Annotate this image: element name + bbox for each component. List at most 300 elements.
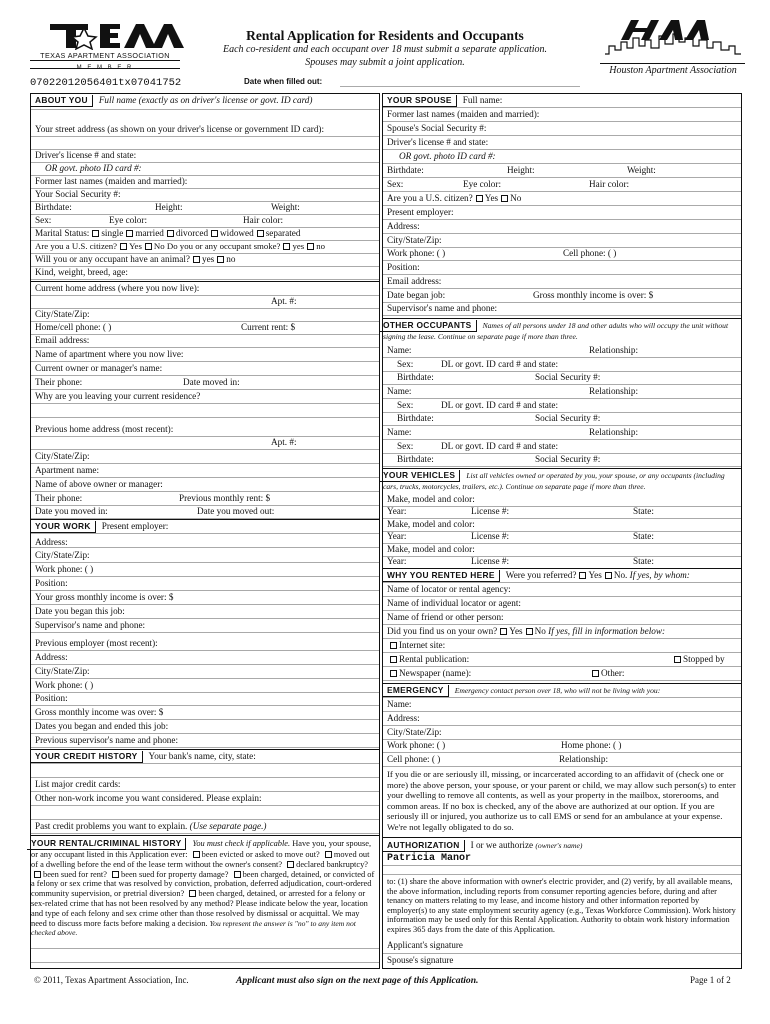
rented-referred-label: Were you referred? bbox=[505, 570, 577, 580]
work-address-row[interactable] bbox=[31, 536, 379, 550]
occupant-ssn-label: Social Security #: bbox=[535, 454, 601, 464]
vehicle-state-label: State: bbox=[633, 531, 654, 541]
auth-owner-name: Patricia Manor bbox=[387, 853, 472, 864]
criminal-explain: Please indicate below the year, location and type of each felony and sex crime other than those resolved by dismissal or acquittal. We may need to discuss more facts before making a decision. bbox=[31, 898, 368, 928]
work-position2-label: Position: bbox=[35, 693, 68, 703]
referred-yes-checkbox[interactable] bbox=[579, 572, 586, 579]
spouse-citizen-yes-checkbox[interactable] bbox=[476, 195, 483, 202]
spouse-address-row[interactable] bbox=[383, 220, 741, 234]
occupant-birthdate-label: Birthdate: bbox=[397, 454, 434, 464]
res-rent-label: Current rent: $ bbox=[241, 322, 296, 332]
auth-text1: I or we authorize bbox=[470, 840, 534, 850]
applicant-signature-field[interactable] bbox=[383, 940, 741, 954]
work-income-row[interactable] bbox=[31, 591, 379, 605]
taa-logo-graphic bbox=[48, 18, 188, 50]
emergency-name-label: Name: bbox=[387, 699, 412, 709]
emergency-cell-row[interactable] bbox=[383, 753, 741, 767]
occupant-name-row[interactable] bbox=[383, 385, 741, 399]
vehicles-desc-text: List all vehicles owned or operated by you, your spouse, or any occupants (including cars, trucks, motorcycles, trailers, etc.). Continue on separate page if more than three. bbox=[383, 471, 725, 491]
sued-damage-checkbox[interactable] bbox=[112, 871, 119, 878]
occupant-id-row[interactable] bbox=[383, 440, 741, 454]
work-phone-label: Work phone: ( ) bbox=[35, 564, 94, 574]
criminal-note: You represent the answer is "no" to any item not checked above. bbox=[31, 918, 356, 938]
auth-heading: AUTHORIZATION bbox=[383, 840, 465, 852]
smoke-yes-checkbox[interactable] bbox=[283, 243, 290, 250]
smoke-yes-label: yes bbox=[292, 241, 305, 251]
res-moved-out-label: Date you moved out: bbox=[197, 506, 275, 516]
rented-find-row[interactable] bbox=[383, 625, 741, 639]
spouse-csz-label: City/State/Zip: bbox=[387, 235, 442, 245]
about-height-label: Height: bbox=[155, 202, 183, 212]
res-why-blank[interactable] bbox=[31, 404, 379, 418]
vehicle-license-label: License #: bbox=[471, 556, 510, 566]
res-their-phone2-label: Their phone: bbox=[35, 493, 83, 503]
spouse-email-row[interactable] bbox=[383, 275, 741, 289]
res-apt2-row[interactable] bbox=[31, 436, 379, 450]
spouse-ssn-row[interactable] bbox=[383, 122, 741, 136]
spouse-birthdate-label: Birthdate: bbox=[387, 165, 424, 175]
res-moved-row[interactable] bbox=[31, 505, 379, 519]
spouse-position-row[interactable] bbox=[383, 261, 741, 275]
spouse-signature-field[interactable] bbox=[383, 955, 741, 968]
occupant-relationship-label: Relationship: bbox=[589, 345, 638, 355]
res-previous-label: Previous home address (most recent): bbox=[35, 424, 174, 434]
res-csz-row[interactable] bbox=[31, 308, 379, 322]
work-income2-row[interactable] bbox=[31, 706, 379, 720]
res-phone-row[interactable] bbox=[31, 321, 379, 335]
work-present-label: Present employer: bbox=[101, 521, 169, 531]
about-former-label: Former last names (maiden and married): bbox=[35, 176, 188, 186]
credit-problems-row[interactable] bbox=[31, 820, 379, 834]
spouse-name-label: Full name: bbox=[462, 95, 503, 105]
emergency-cell-label: Cell phone: ( ) bbox=[387, 754, 441, 764]
work-income-label: Your gross monthly income is over: $ bbox=[35, 592, 174, 602]
about-appearance-row[interactable] bbox=[31, 214, 379, 228]
newspaper-checkbox[interactable] bbox=[390, 670, 397, 677]
animal-yes-checkbox[interactable] bbox=[193, 256, 200, 263]
citizen-yes-checkbox[interactable] bbox=[120, 243, 127, 250]
form-title: Rental Application for Residents and Occupants bbox=[246, 28, 524, 43]
haa-skyline-graphic bbox=[603, 16, 743, 60]
spouse-govt-id-row[interactable] bbox=[383, 150, 741, 164]
work-prev-label: Previous employer (most recent): bbox=[35, 638, 158, 648]
about-full-name-label: Full name (exactly as on driver's license or govt. ID card) bbox=[98, 95, 313, 105]
res-apt-row[interactable] bbox=[31, 295, 379, 309]
work-supervisor-label: Supervisor's name and phone: bbox=[35, 620, 146, 630]
work-phone2-label: Work phone: ( ) bbox=[35, 680, 94, 690]
about-kind-label: Kind, weight, breed, age: bbox=[35, 267, 128, 277]
spouse-began-label: Date began job: bbox=[387, 290, 446, 300]
credit-bank-blank[interactable] bbox=[31, 764, 379, 778]
form-subtitle-1: Each co-resident and each occupant over 18 must submit a separate application. bbox=[222, 44, 547, 55]
spouse-position-label: Position: bbox=[387, 262, 420, 272]
internet-checkbox[interactable] bbox=[390, 642, 397, 649]
taa-member-bar bbox=[30, 60, 180, 69]
vehicle-year-label: Year: bbox=[387, 531, 407, 541]
work-csz2-label: City/State/Zip: bbox=[35, 666, 90, 676]
marital-widowed-checkbox[interactable] bbox=[211, 230, 218, 237]
spouse-hair-label: Hair color: bbox=[589, 179, 630, 189]
res-apt-label: Apt. #: bbox=[271, 296, 297, 306]
about-marital-label: Marital Status: bbox=[35, 228, 90, 238]
marital-divorced-checkbox[interactable] bbox=[167, 230, 174, 237]
find-no-label: No bbox=[534, 626, 546, 636]
occupant-sex-label: Sex: bbox=[397, 441, 414, 451]
occupants-divider bbox=[383, 468, 741, 469]
rented-stopped-label: Stopped by bbox=[683, 654, 725, 664]
work-income2-label: Gross monthly income was over: $ bbox=[35, 707, 164, 717]
referred-no-label: No. bbox=[613, 570, 628, 580]
auth-owner-name-field[interactable] bbox=[383, 852, 741, 866]
referred-if-yes-label: If yes, by whom: bbox=[629, 570, 690, 580]
credit-bank-row[interactable] bbox=[31, 750, 379, 764]
unresolved-checkbox[interactable] bbox=[189, 890, 196, 897]
res-email-row[interactable] bbox=[31, 334, 379, 348]
about-blank-row[interactable] bbox=[31, 110, 379, 124]
about-sex-label: Sex: bbox=[35, 215, 52, 225]
spouse-cell-label: Cell phone: ( ) bbox=[563, 248, 617, 258]
sued-rent-label: been sued for rent? bbox=[43, 869, 107, 879]
taa-logo bbox=[30, 18, 180, 70]
rented-individual-row[interactable] bbox=[383, 597, 741, 611]
occupant-birth-row[interactable] bbox=[383, 412, 741, 426]
about-eye-label: Eye color: bbox=[109, 215, 148, 225]
spouse-citizen-no-label: No bbox=[510, 193, 522, 203]
citizen-yes-label: Yes bbox=[129, 241, 142, 251]
spouse-citizen-no-checkbox[interactable] bbox=[501, 195, 508, 202]
date-filled-field[interactable] bbox=[340, 86, 580, 87]
rented-heading: WHY YOU RENTED HERE bbox=[383, 570, 500, 582]
animal-no-label: no bbox=[226, 254, 236, 264]
rented-find-label: Did you find us on your own? bbox=[387, 626, 498, 636]
moved-early-checkbox[interactable] bbox=[325, 851, 332, 858]
work-address2-row[interactable] bbox=[31, 651, 379, 665]
about-hair-label: Hair color: bbox=[243, 215, 284, 225]
work-began-label: Date you began this job: bbox=[35, 606, 125, 616]
about-dl-row[interactable] bbox=[31, 149, 379, 163]
work-present-row[interactable] bbox=[31, 520, 379, 534]
credit-other-row[interactable] bbox=[31, 792, 379, 806]
unresolved-label: been charged, detained, or arrested for a felony or sex-related crime that has not been resolved by any method? bbox=[31, 889, 366, 908]
footer-page: Page 1 of 2 bbox=[690, 975, 731, 985]
rented-other-label: Other: bbox=[601, 668, 625, 678]
work-dates-row[interactable] bbox=[31, 720, 379, 734]
criminal-section bbox=[31, 836, 379, 970]
about-animal-row[interactable] bbox=[31, 253, 379, 267]
about-body-row[interactable] bbox=[31, 201, 379, 215]
res-owner-row[interactable] bbox=[31, 362, 379, 376]
res-their-phone-row[interactable] bbox=[31, 376, 379, 390]
occupant-dl-label: DL or govt. ID card # and state: bbox=[441, 441, 559, 451]
referred-yes-label: Yes bbox=[588, 570, 602, 580]
vehicles-desc bbox=[383, 470, 737, 491]
occupant-id-row[interactable] bbox=[383, 358, 741, 372]
emergency-address-label: Address: bbox=[387, 713, 420, 723]
occupant-relationship-label: Relationship: bbox=[589, 386, 638, 396]
about-marital-row[interactable] bbox=[31, 227, 379, 241]
auth-owner-label: (owner's name) bbox=[535, 841, 583, 850]
res-why-label: Why are you leaving your current residence? bbox=[35, 391, 201, 401]
referred-no-checkbox[interactable] bbox=[605, 572, 612, 579]
footer-copyright: © 2011, Texas Apartment Association, Inc. bbox=[34, 975, 189, 985]
res-apt-name-label: Name of apartment where you now live: bbox=[35, 349, 184, 359]
find-yes-label: Yes bbox=[509, 626, 523, 636]
spouse-appearance-row[interactable] bbox=[383, 178, 741, 192]
occupant-name-label: Name: bbox=[387, 427, 412, 437]
credit-other-blank[interactable] bbox=[31, 806, 379, 820]
spouse-income-label: Gross monthly income is over: $ bbox=[533, 290, 654, 300]
taa-name: TEXAS APARTMENT ASSOCIATION bbox=[40, 51, 170, 60]
smoke-no-checkbox[interactable] bbox=[307, 243, 314, 250]
emergency-head-row bbox=[383, 684, 741, 698]
spouse-email-label: Email address: bbox=[387, 276, 442, 286]
credit-bank-label: Your bank's name, city, state: bbox=[148, 751, 256, 761]
vehicle-license-label: License #: bbox=[471, 506, 510, 516]
find-yes-checkbox[interactable] bbox=[500, 628, 507, 635]
evicted-checkbox[interactable] bbox=[193, 851, 200, 858]
occupant-birth-row[interactable] bbox=[383, 371, 741, 385]
res-apt2-label: Apt. #: bbox=[271, 437, 297, 447]
credit-problems-label: Past credit problems you want to explain. bbox=[35, 821, 188, 831]
vehicle-license-label: License #: bbox=[471, 531, 510, 541]
spouse-body-row[interactable] bbox=[383, 164, 741, 178]
about-you-heading: ABOUT YOU bbox=[31, 95, 93, 107]
spouse-former-row[interactable] bbox=[383, 108, 741, 122]
rented-internet-label: Internet site: bbox=[399, 640, 446, 650]
work-csz-row[interactable] bbox=[31, 549, 379, 563]
spouse-govt-id-label: OR govt. photo ID card #: bbox=[399, 151, 496, 161]
spouse-citizen-label: Are you a U.S. citizen? bbox=[387, 193, 473, 203]
criminal-blank-1[interactable] bbox=[31, 948, 379, 949]
spouse-employer-row[interactable] bbox=[383, 206, 741, 220]
emergency-csz-label: City/State/Zip: bbox=[387, 727, 442, 737]
res-previous-row[interactable] bbox=[31, 423, 379, 437]
other-checkbox[interactable] bbox=[592, 670, 599, 677]
occupant-birthdate-label: Birthdate: bbox=[397, 372, 434, 382]
vehicle-year-label: Year: bbox=[387, 506, 407, 516]
convicted-label: been charged, detained, or convicted of a felony or sex crime that was resolved by conviction, probation, deferred adjudication, court-ordered community supervision, or pretrial diversion? bbox=[31, 869, 375, 899]
sued-rent-checkbox[interactable] bbox=[34, 871, 41, 878]
spouse-name-row[interactable] bbox=[383, 94, 741, 108]
occupant-sex-label: Sex: bbox=[397, 359, 414, 369]
spouse-phone-row[interactable] bbox=[383, 247, 741, 261]
vehicles-heading: YOUR VEHICLES bbox=[379, 470, 460, 482]
vehicle-detail-row[interactable] bbox=[383, 555, 741, 569]
date-filled-label: Date when filled out: bbox=[244, 77, 323, 86]
haa-name: Houston Apartment Association bbox=[609, 65, 737, 76]
occupant-dl-label: DL or govt. ID card # and state: bbox=[441, 400, 559, 410]
work-prev-row[interactable] bbox=[31, 637, 379, 651]
auth-text2: to: (1) share the above information with owner's electric provider, and (2) verify, by all available means, the above information, including reports from consumer reporting agencies before, during and after tenancy on matters relating to my lease, and income history and other information reported by employer(s) to any state employment security agency (e.g., Texas Workforce Commission). Work history information may be used only for this Rental Application. Authority to obtain work history information expires 365 days from the date of this Application. bbox=[387, 877, 736, 934]
left-column bbox=[30, 93, 380, 969]
spouse-work-phone-label: Work phone: ( ) bbox=[387, 248, 446, 258]
citizen-no-checkbox[interactable] bbox=[145, 243, 152, 250]
rented-publication-row[interactable] bbox=[383, 653, 741, 667]
spouse-eye-label: Eye color: bbox=[463, 179, 502, 189]
vehicle-make-label: Make, model and color: bbox=[387, 544, 475, 554]
emergency-address-row[interactable] bbox=[383, 712, 741, 726]
work-phone2-row[interactable] bbox=[31, 679, 379, 693]
about-street-blank[interactable] bbox=[31, 136, 379, 150]
res-apt-name-row[interactable] bbox=[31, 348, 379, 362]
animal-yes-label: yes bbox=[202, 254, 215, 264]
about-street-label: Your street address (as shown on your driver's license or government ID card): bbox=[35, 124, 325, 134]
emergency-name-row[interactable] bbox=[383, 698, 741, 712]
about-name-row[interactable] bbox=[31, 94, 379, 110]
res-owner-label: Current owner or manager's name: bbox=[35, 363, 163, 373]
work-dates-label: Dates you began and ended this job: bbox=[35, 721, 169, 731]
vehicle-make-label: Make, model and color: bbox=[387, 494, 475, 504]
criminal-check-note: You must check if applicable. bbox=[192, 839, 291, 848]
marital-married-checkbox[interactable] bbox=[126, 230, 133, 237]
spouse-sig-label: Spouse's signature bbox=[387, 955, 454, 965]
credit-cards-row[interactable] bbox=[31, 778, 379, 792]
about-citizen-row[interactable] bbox=[31, 240, 379, 254]
occupant-birth-row[interactable] bbox=[383, 453, 741, 467]
about-birthdate-label: Birthdate: bbox=[35, 202, 72, 212]
work-supervisor-row[interactable] bbox=[31, 619, 379, 633]
criminal-intro: Have you, your spouse, or any occupant listed in this Application ever: bbox=[31, 839, 372, 859]
emergency-home-phone-label: Home phone: ( ) bbox=[561, 740, 622, 750]
spouse-csz-row[interactable] bbox=[383, 234, 741, 248]
res-moved-in-label: Date moved in: bbox=[183, 377, 240, 387]
res-why-row[interactable] bbox=[31, 390, 379, 404]
find-no-checkbox[interactable] bbox=[526, 628, 533, 635]
moved-early-label: moved out of a dwelling before the end of the lease term without the owner's consent? bbox=[31, 850, 370, 869]
work-began-row[interactable] bbox=[31, 605, 379, 619]
emergency-work-phone-label: Work phone: ( ) bbox=[387, 740, 446, 750]
auth-owner-blank[interactable] bbox=[383, 866, 741, 875]
marital-separated-label: separated bbox=[265, 228, 301, 238]
rented-locator-label: Name of locator or rental agency: bbox=[387, 584, 511, 594]
spouse-heading: YOUR SPOUSE bbox=[383, 95, 457, 107]
occupant-sex-label: Sex: bbox=[397, 400, 414, 410]
res-csz2-label: City/State/Zip: bbox=[35, 451, 90, 461]
occupants-desc-text: Names of all persons under 18 and other adults who will occupy the unit without signing the lease. Continue on separate page if more than three. bbox=[383, 321, 729, 341]
res-current-row[interactable] bbox=[31, 282, 379, 296]
credit-heading: YOUR CREDIT HISTORY bbox=[31, 751, 143, 763]
publication-checkbox[interactable] bbox=[390, 656, 397, 663]
work-phone-row[interactable] bbox=[31, 563, 379, 577]
vehicle-detail-row[interactable] bbox=[383, 530, 741, 544]
rented-publication-label: Rental publication: bbox=[399, 654, 470, 664]
emergency-phone-row[interactable] bbox=[383, 739, 741, 753]
work-heading: YOUR WORK bbox=[31, 521, 96, 533]
res-csz2-row[interactable] bbox=[31, 450, 379, 464]
spouse-weight-label: Weight: bbox=[627, 165, 656, 175]
occupant-dl-label: DL or govt. ID card # and state: bbox=[441, 359, 559, 369]
about-smoke-label: Do you or any occupant smoke? bbox=[166, 241, 281, 251]
occupant-name-row[interactable] bbox=[383, 344, 741, 358]
marital-married-label: married bbox=[135, 228, 164, 238]
about-kind-row[interactable] bbox=[31, 266, 379, 280]
occupant-id-row[interactable] bbox=[383, 399, 741, 413]
res-their-phone2-row[interactable] bbox=[31, 492, 379, 506]
spouse-height-label: Height: bbox=[507, 165, 535, 175]
occupant-name-label: Name: bbox=[387, 386, 412, 396]
auth-head-row bbox=[383, 839, 741, 853]
evicted-label: been evicted or asked to move out? bbox=[201, 850, 320, 859]
occupant-ssn-label: Social Security #: bbox=[535, 413, 601, 423]
credit-separate-label: (Use separate page.) bbox=[189, 821, 267, 831]
marital-single-label: single bbox=[101, 228, 124, 238]
marital-single-checkbox[interactable] bbox=[92, 230, 99, 237]
rented-friend-label: Name of friend or other person: bbox=[387, 612, 504, 622]
rented-newspaper-row[interactable] bbox=[383, 667, 741, 681]
spouse-supervisor-label: Supervisor's name and phone: bbox=[387, 303, 498, 313]
spouse-citizen-yes-label: Yes bbox=[484, 193, 499, 203]
occupant-name-row[interactable] bbox=[383, 426, 741, 440]
about-govt-id-label: OR govt. photo ID card #: bbox=[45, 163, 142, 173]
res-owner2-row[interactable] bbox=[31, 478, 379, 492]
emergency-desc: Emergency contact person over 18, who will not be living with you: bbox=[454, 686, 661, 695]
spouse-citizen-row[interactable] bbox=[383, 192, 741, 206]
spouse-began-row[interactable] bbox=[383, 289, 741, 303]
rented-friend-row[interactable] bbox=[383, 611, 741, 625]
spouse-supervisor-row[interactable] bbox=[383, 302, 741, 316]
work-supervisor2-row[interactable] bbox=[31, 734, 379, 748]
occupant-relationship-label: Relationship: bbox=[589, 427, 638, 437]
work-csz2-row[interactable] bbox=[31, 665, 379, 679]
smoke-no-label: no bbox=[316, 241, 325, 251]
citizen-no-label: No bbox=[153, 241, 165, 251]
stopped-by-checkbox[interactable] bbox=[674, 656, 681, 663]
footer-note: Applicant must also sign on the next page of this Application. bbox=[236, 975, 479, 986]
emergency-relationship-label: Relationship: bbox=[559, 754, 608, 764]
animal-no-checkbox[interactable] bbox=[217, 256, 224, 263]
about-ssn-row[interactable] bbox=[31, 188, 379, 202]
bankruptcy-checkbox[interactable] bbox=[287, 861, 294, 868]
occupant-name-label: Name: bbox=[387, 345, 412, 355]
vehicle-make-label: Make, model and color: bbox=[387, 519, 475, 529]
vehicle-detail-row[interactable] bbox=[383, 505, 741, 519]
spouse-dl-row[interactable] bbox=[383, 136, 741, 150]
about-ssn-label: Your Social Security #: bbox=[35, 189, 121, 199]
emergency-text: If you die or are seriously ill, missing, or incarcerated according to an affidavit of (check one or more) the above person, your spouse, or your parent or child, we may allow such person(s) to enter your dwelling to remove all contents, as well as your property in the mailbox, storerooms, and common areas. If no box is checked, any of the above are authorized at our option. If you are seriously ill or injured, you authorize us to call EMS or send for an ambulance at your expense. We're not legally obligated to do so. bbox=[387, 769, 736, 832]
vehicle-year-label: Year: bbox=[387, 556, 407, 566]
criminal-heading: YOUR RENTAL/CRIMINAL HISTORY bbox=[27, 838, 186, 850]
res-current-label: Current home address (where you now live): bbox=[35, 283, 200, 293]
about-citizen-label: Are you a U.S. citizen? bbox=[35, 241, 118, 251]
form-subtitle-2: Spouses may submit a joint application. bbox=[305, 57, 465, 68]
about-dl-label: Driver's license # and state: bbox=[35, 150, 137, 160]
work-supervisor2-label: Previous supervisor's name and phone: bbox=[35, 735, 179, 745]
rented-internet-row[interactable] bbox=[383, 639, 741, 653]
spouse-ssn-label: Spouse's Social Security #: bbox=[387, 123, 487, 133]
about-weight-label: Weight: bbox=[271, 202, 300, 212]
rented-locator-row[interactable] bbox=[383, 583, 741, 597]
criminal-blank-2[interactable] bbox=[31, 962, 379, 963]
emergency-csz-row[interactable] bbox=[383, 726, 741, 740]
marital-separated-checkbox[interactable] bbox=[257, 230, 264, 237]
res-csz-label: City/State/Zip: bbox=[35, 309, 90, 319]
right-column bbox=[382, 93, 742, 969]
rented-newspaper-label: Newspaper (name): bbox=[399, 668, 472, 678]
rented-referred-row[interactable] bbox=[383, 569, 741, 583]
about-former-row[interactable] bbox=[31, 175, 379, 189]
spouse-divider bbox=[383, 318, 741, 319]
res-email-label: Email address: bbox=[35, 335, 90, 345]
res-apt-name2-label: Apartment name: bbox=[35, 465, 100, 475]
res-apt-name2-row[interactable] bbox=[31, 464, 379, 478]
work-position-row[interactable] bbox=[31, 577, 379, 591]
vehicle-state-label: State: bbox=[633, 556, 654, 566]
work-position2-row[interactable] bbox=[31, 692, 379, 706]
convicted-checkbox[interactable] bbox=[234, 871, 241, 878]
about-govt-id-row[interactable] bbox=[31, 162, 379, 176]
find-if-yes-label: If yes, fill in information below: bbox=[548, 626, 666, 636]
about-street-row[interactable] bbox=[31, 123, 379, 137]
